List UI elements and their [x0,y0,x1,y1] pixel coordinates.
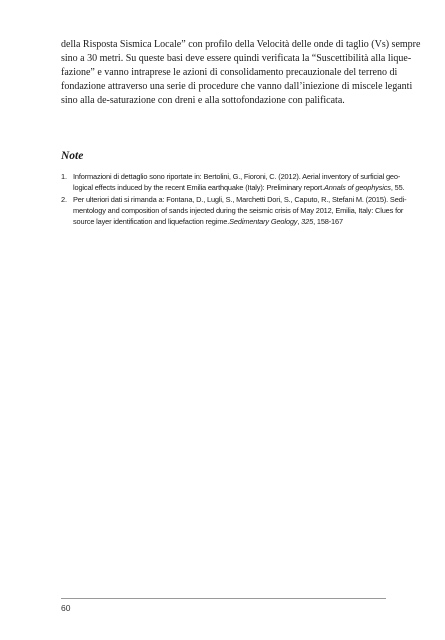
note-line [73,182,405,193]
page-number: 60 [61,603,71,613]
journal-title: Annals of geophysics [324,183,391,192]
note-line: Per ulteriori dati si rimanda a: Fontana, D., Lugli, S., Marchetti Dori, S., Caputo, R., Stefani M. (2015). Sedi- [73,195,407,204]
note-text: , 158-167 [313,217,343,226]
note-line: Informazioni di dettaglio sono riportate in: Bertolini, G., Fioroni, C. (2012). Aerial inventory of surficial geo- [73,172,401,181]
note-text: , [297,217,302,226]
body-line: fondazione attraverso una serie di procedure che vanno dall’iniezione di miscele leganti [61,81,413,92]
body-line: sino alla de-saturazione con dreni e alla sottofondazione con palificata. [61,95,345,106]
body-line: fazione” e vanno intraprese le azioni di consolidamento precauzionale del terreno di [61,67,398,78]
body-line: sino a 30 metri. Su queste basi deve essere quindi verificata la “Suscettibilità alla lique- [61,53,412,64]
note-text: source layer identification and liquefaction regime. [73,217,230,226]
notes-list [61,171,407,228]
note-number: 1. [61,172,67,181]
footer-divider [61,598,386,599]
journal-title: Sedimentary Geology [229,217,298,226]
note-text: , 55. [390,183,405,192]
note-text: logical effects induced by the recent Emilia earthquake (Italy): Preliminary report. [73,183,324,192]
body-paragraph [61,38,421,108]
journal-volume: 325 [301,217,314,226]
note-line [73,216,386,227]
notes-heading: Note [61,150,84,162]
note-line: mentology and composition of sands injected during the seismic crisis of May 2012, Emilia, Italy: Clues for [73,206,404,215]
note-number: 2. [61,195,67,204]
note-item [61,194,407,227]
body-line: della Risposta Sismica Locale” con profilo della Velocità delle onde di taglio (Vs) sempre [61,39,421,50]
note-item [61,171,405,193]
